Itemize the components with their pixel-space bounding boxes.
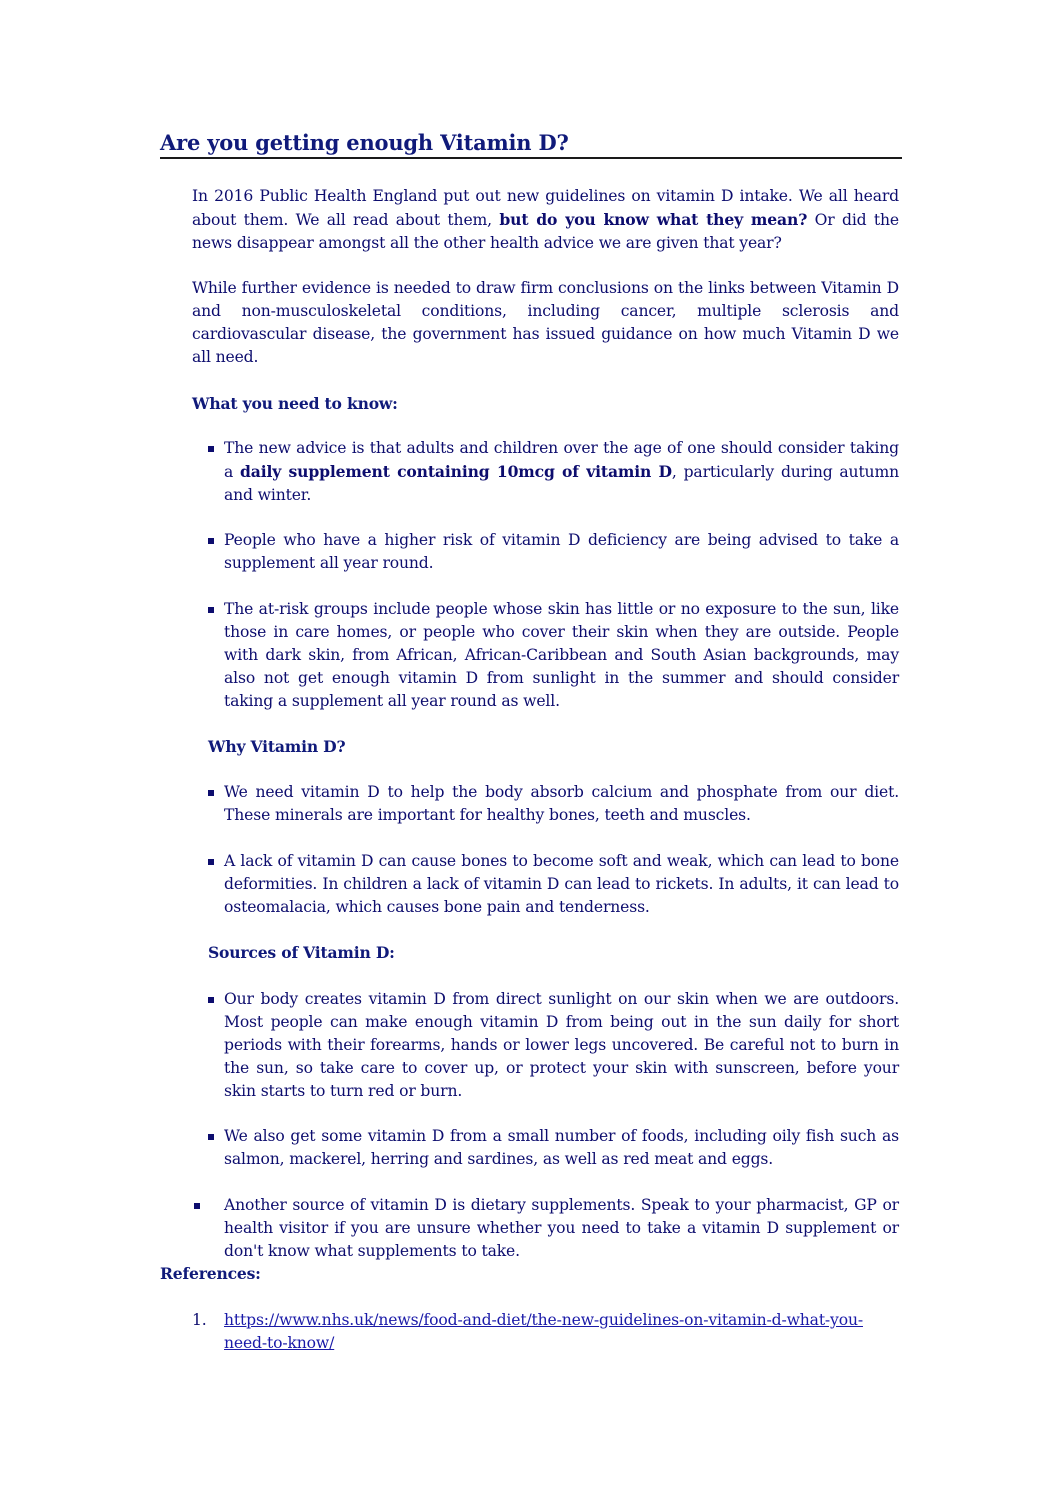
- list-item: [208, 850, 899, 919]
- references-heading: References:: [160, 1264, 261, 1283]
- list-item: [192, 1194, 899, 1263]
- reference-item: [192, 1309, 899, 1355]
- list-item: [208, 437, 899, 507]
- intro-bold-question: but do you know what they mean?: [499, 210, 808, 229]
- list-item-text: Another source of vitamin D is dietary supplements. Speak to your pharmacist, GP or health visitor if you are unsure whether you need to take a vitamin D supplement or don't know what supplements to take.: [224, 1196, 899, 1260]
- list-item: [208, 598, 899, 713]
- supplement-bold-text: daily supplement containing 10mcg of vitamin D: [240, 462, 672, 481]
- list-item-text: People who have a higher risk of vitamin D deficiency are being advised to take a supplement all year round.: [224, 531, 899, 572]
- reference-number: 1.: [192, 1311, 207, 1329]
- bullet-icon: [208, 446, 214, 452]
- list-item-text: Our body creates vitamin D from direct sunlight on our skin when we are outdoors. Most people can make enough vitamin D from being out in the sun daily for short periods with their forearms, hands or lower legs uncovered. Be careful not to burn in the sun, so take care to cover up, or protect your skin with sunscreen, before your skin starts to turn red or burn.: [224, 990, 899, 1100]
- bullet-icon: [208, 859, 214, 865]
- list-item-text: A lack of vitamin D can cause bones to become soft and weak, which can lead to bone deformities. In children a lack of vitamin D can lead to rickets. In adults, it can lead to osteomalacia, which causes bone pain and tenderness.: [224, 852, 899, 916]
- list-item-text: The new advice is that adults and children over the age of one should consider taking a daily supplement containing 10mcg of vitamin D, particularly during autumn and winter.: [224, 439, 899, 504]
- list-item-text: We need vitamin D to help the body absorb calcium and phosphate from our diet. These minerals are important for healthy bones, teeth and muscles.: [224, 783, 899, 824]
- section-heading-what-you-need-to-know: What you need to know:: [192, 394, 398, 413]
- bullet-icon: [208, 1134, 214, 1140]
- intro-paragraph-1: [192, 185, 899, 255]
- section-heading-why-vitamin-d: Why Vitamin D?: [208, 737, 346, 756]
- page-title: Are you getting enough Vitamin D?: [160, 130, 902, 159]
- intro-text-end: Or did the news disappear amongst all the other health advice we are given that year?: [192, 211, 900, 252]
- section-heading-sources-of-vitamin-d: Sources of Vitamin D:: [208, 943, 395, 962]
- list-item-text: We also get some vitamin D from a small number of foods, including oily fish such as salmon, mackerel, herring and sardines, as well as red meat and eggs.: [224, 1127, 899, 1168]
- bullet-icon: [208, 607, 214, 613]
- list-item-text: The at-risk groups include people whose skin has little or no exposure to the sun, like those in care homes, or people who cover their skin when they are outside. People with dark skin, from African, African-Caribbean and South Asian backgrounds, may also not get enough vitamin D from sunlight in the summer and should consider taking a supplement all year round as well.: [224, 600, 899, 710]
- bullet-icon: [208, 997, 214, 1003]
- intro-paragraph-2: While further evidence is needed to draw firm conclusions on the links between Vitamin D and non-musculoskeletal conditions, including cancer, multiple sclerosis and cardiovascular disease, the government has issued guidance on how much Vitamin D we all need.: [192, 279, 899, 366]
- bullet-icon: [208, 790, 214, 796]
- reference-link[interactable]: https://www.nhs.uk/news/food-and-diet/the-new-guidelines-on-vitamin-d-what-you-need-to-know/: [224, 1311, 863, 1352]
- list-item: [208, 529, 899, 575]
- list-item: [208, 1125, 899, 1171]
- bullet-icon: [208, 538, 214, 544]
- list-item: [208, 781, 899, 827]
- intro-text-start: In 2016 Public Health England put out new guidelines on vitamin D intake. We all heard about them. We all read about them,: [192, 187, 899, 229]
- list-item: [208, 988, 899, 1103]
- bullet-icon: [194, 1203, 200, 1209]
